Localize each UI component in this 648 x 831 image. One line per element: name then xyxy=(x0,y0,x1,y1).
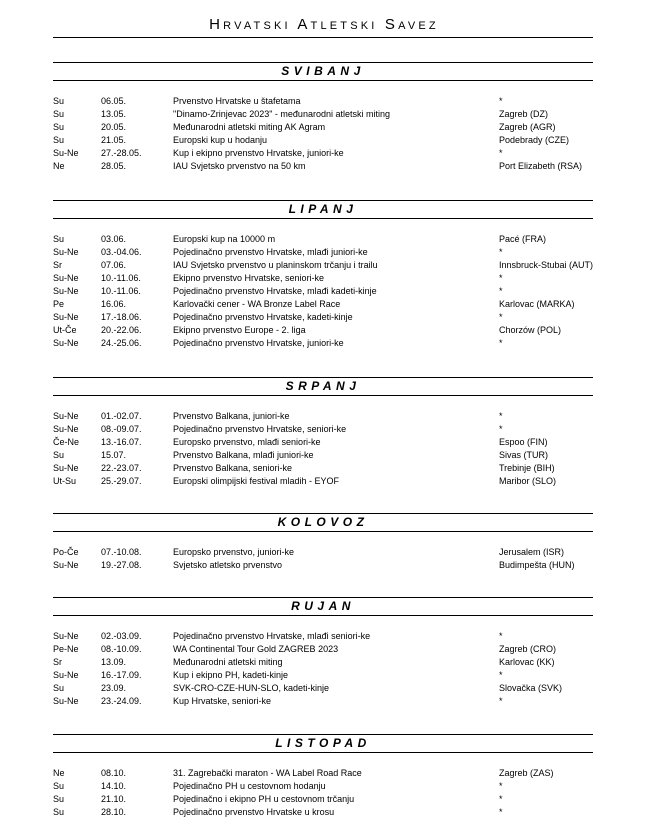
event-list xyxy=(53,233,593,350)
event-name: 31. Zagrebački maraton - WA Label Road Race xyxy=(173,768,362,778)
event-day: Su-Ne xyxy=(53,286,79,296)
event-name: Svjetsko atletsko prvenstvo xyxy=(173,560,283,570)
event-place: Sivas (TUR) xyxy=(499,450,548,460)
month-section xyxy=(53,734,593,819)
month-section xyxy=(53,377,593,488)
event-date: 27.-28.05. xyxy=(101,148,142,158)
event-date: 25.-29.07. xyxy=(101,476,142,486)
event-place: * xyxy=(499,273,503,283)
event-row xyxy=(53,134,593,147)
event-place: * xyxy=(499,670,503,680)
event-name: Europski kup na 10000 m xyxy=(173,234,276,244)
event-row xyxy=(53,337,593,350)
event-list xyxy=(53,630,593,708)
event-list xyxy=(53,95,593,173)
event-day: Su-Ne xyxy=(53,411,79,421)
event-date: 21.05. xyxy=(101,135,127,145)
event-name: WA Continental Tour Gold ZAGREB 2023 xyxy=(173,644,339,654)
event-row xyxy=(53,793,593,806)
event-day: Su xyxy=(53,683,65,693)
event-day: Su xyxy=(53,234,65,244)
event-place: * xyxy=(499,411,503,421)
event-row xyxy=(53,324,593,337)
event-place: * xyxy=(499,424,503,434)
event-row xyxy=(53,546,593,559)
event-day: Su xyxy=(53,135,65,145)
event-day: Pe-Ne xyxy=(53,644,79,654)
event-date: 20.05. xyxy=(101,122,127,132)
month-section xyxy=(53,513,593,572)
event-day: Ne xyxy=(53,161,65,171)
event-day: Su xyxy=(53,450,65,460)
event-row xyxy=(53,285,593,298)
event-date: 02.-03.09. xyxy=(101,631,142,641)
event-day: Su-Ne xyxy=(53,463,79,473)
event-place: * xyxy=(499,781,503,791)
event-place: * xyxy=(499,286,503,296)
event-day: Sr xyxy=(53,657,62,667)
event-place: * xyxy=(499,794,503,804)
event-day: Su xyxy=(53,794,65,804)
event-name: IAU Svjetsko prvenstvo u planinskom trčanju i trailu xyxy=(173,260,378,270)
event-row xyxy=(53,449,593,462)
event-row xyxy=(53,780,593,793)
event-day: Pe xyxy=(53,299,65,309)
event-place: Chorzów (POL) xyxy=(499,325,562,335)
event-day: Po-Če xyxy=(53,547,79,557)
event-row xyxy=(53,695,593,708)
event-place: * xyxy=(499,696,503,706)
event-name: Europski olimpijski festival mladih - EYOF xyxy=(173,476,340,486)
event-name: Pojedinačno prvenstvo Hrvatske u krosu xyxy=(173,807,335,817)
event-place: Zagreb (DZ) xyxy=(499,109,549,119)
event-name: IAU Svjetsko prvenstvo na 50 km xyxy=(173,161,306,171)
event-day: Su-Ne xyxy=(53,670,79,680)
event-day: Su xyxy=(53,122,65,132)
event-name: Prvenstvo Balkana, mlađi juniori-ke xyxy=(173,450,314,460)
event-name: Međunarodni atletski miting AK Agram xyxy=(173,122,326,132)
event-name: Kup i ekipno PH, kadeti-kinje xyxy=(173,670,289,680)
event-day: Su-Ne xyxy=(53,631,79,641)
event-row xyxy=(53,462,593,475)
event-day: Su-Ne xyxy=(53,273,79,283)
event-name: Ekipno prvenstvo Hrvatske, seniori-ke xyxy=(173,273,325,283)
month-section xyxy=(53,597,593,708)
event-date: 13.-16.07. xyxy=(101,437,142,447)
event-day: Ut-Če xyxy=(53,325,77,335)
event-date: 07.06. xyxy=(101,260,127,270)
event-row xyxy=(53,259,593,272)
event-day: Su-Ne xyxy=(53,148,79,158)
event-date: 28.05. xyxy=(101,161,127,171)
event-name: Kup i ekipno prvenstvo Hrvatske, juniori-ke xyxy=(173,148,344,158)
event-date: 03.-04.06. xyxy=(101,247,142,257)
event-date: 06.05. xyxy=(101,96,127,106)
event-place: * xyxy=(499,631,503,641)
event-date: 01.-02.07. xyxy=(101,411,142,421)
event-date: 15.07. xyxy=(101,450,127,460)
event-row xyxy=(53,121,593,134)
event-name: Pojedinačno prvenstvo Hrvatske, seniori-ke xyxy=(173,424,347,434)
event-row xyxy=(53,559,593,572)
event-place: * xyxy=(499,312,503,322)
event-name: Prvenstvo Hrvatske u štafetama xyxy=(173,96,301,106)
event-name: Ekipno prvenstvo Europe - 2. liga xyxy=(173,325,306,335)
event-day: Su-Ne xyxy=(53,247,79,257)
event-day: Su-Ne xyxy=(53,424,79,434)
event-date: 08.10. xyxy=(101,768,127,778)
event-row xyxy=(53,682,593,695)
event-row xyxy=(53,246,593,259)
event-row xyxy=(53,423,593,436)
event-row xyxy=(53,272,593,285)
event-name: Europsko prvenstvo, mlađi seniori-ke xyxy=(173,437,321,447)
event-name: Pojedinačno prvenstvo Hrvatske, juniori-ke xyxy=(173,338,344,348)
event-name: Pojedinačno prvenstvo Hrvatske, mlađi seniori-ke xyxy=(173,631,371,641)
event-name: Pojedinačno prvenstvo Hrvatske, mlađi juniori-ke xyxy=(173,247,368,257)
event-row xyxy=(53,108,593,121)
event-name: Karlovački cener - WA Bronze Label Race xyxy=(173,299,341,309)
event-date: 13.09. xyxy=(101,657,127,667)
event-date: 10.-11.06. xyxy=(101,286,141,296)
event-place: Port Elizabeth (RSA) xyxy=(499,161,583,171)
event-name: Pojedinačno i ekipno PH u cestovnom trčanju xyxy=(173,794,355,804)
event-place: Trebinje (BIH) xyxy=(499,463,555,473)
event-date: 22.-23.07. xyxy=(101,463,142,473)
event-name: Europski kup u hodanju xyxy=(173,135,268,145)
event-place: Pacé (FRA) xyxy=(499,234,547,244)
event-row xyxy=(53,630,593,643)
event-day: Če-Ne xyxy=(53,437,80,447)
event-date: 10.-11.06. xyxy=(101,273,141,283)
event-row xyxy=(53,767,593,780)
event-name: Pojedinačno prvenstvo Hrvatske, kadeti-kinje xyxy=(173,312,353,322)
event-name: Pojedinačno prvenstvo Hrvatske, mlađi kadeti-kinje xyxy=(173,286,377,296)
event-name: Međunarodni atletski miting xyxy=(173,657,283,667)
event-name: Pojedinačno PH u cestovnom hodanju xyxy=(173,781,326,791)
event-place: Karlovac (KK) xyxy=(499,657,555,667)
event-date: 23.09. xyxy=(101,683,127,693)
event-place: Zagreb (ZAS) xyxy=(499,768,554,778)
event-date: 20.-22.06. xyxy=(101,325,142,335)
month-heading: LISTOPAD xyxy=(53,734,593,753)
event-place: Slovačka (SVK) xyxy=(499,683,563,693)
event-name: "Dinamo-Zrinjevac 2023" - međunarodni atletski miting xyxy=(173,109,390,119)
event-day: Ut-Su xyxy=(53,476,77,486)
event-day: Su-Ne xyxy=(53,696,79,706)
event-day: Su-Ne xyxy=(53,338,79,348)
event-row xyxy=(53,436,593,449)
event-row xyxy=(53,475,593,488)
event-place: Podebrady (CZE) xyxy=(499,135,570,145)
month-section xyxy=(53,200,593,350)
event-list xyxy=(53,767,593,819)
event-date: 19.-27.08. xyxy=(101,560,142,570)
document-title: Hrvatski Atletski Savez xyxy=(209,16,439,33)
event-place: Karlovac (MARKA) xyxy=(499,299,575,309)
event-row xyxy=(53,147,593,160)
month-heading: SRPANJ xyxy=(53,377,593,396)
title-divider xyxy=(53,37,593,38)
event-place: Innsbruck-Stubai (AUT) xyxy=(499,260,594,270)
event-row xyxy=(53,298,593,311)
month-heading: SVIBANJ xyxy=(53,62,593,81)
event-day: Su xyxy=(53,96,65,106)
event-place: Espoo (FIN) xyxy=(499,437,548,447)
event-day: Su-Ne xyxy=(53,560,79,570)
event-list xyxy=(53,410,593,488)
event-place: Maribor (SLO) xyxy=(499,476,557,486)
event-date: 08.-10.09. xyxy=(101,644,142,654)
event-name: SVK-CRO-CZE-HUN-SLO, kadeti-kinje xyxy=(173,683,330,693)
event-place: Zagreb (CRO) xyxy=(499,644,557,654)
event-date: 08.-09.07. xyxy=(101,424,142,434)
event-row xyxy=(53,656,593,669)
event-date: 21.10. xyxy=(101,794,127,804)
event-name: Europsko prvenstvo, juniori-ke xyxy=(173,547,295,557)
event-place: Jerusalem (ISR) xyxy=(499,547,565,557)
event-place: * xyxy=(499,148,503,158)
event-day: Sr xyxy=(53,260,62,270)
event-place: * xyxy=(499,247,503,257)
month-section xyxy=(53,62,593,173)
event-row xyxy=(53,669,593,682)
event-date: 07.-10.08. xyxy=(101,547,142,557)
event-date: 03.06. xyxy=(101,234,127,244)
event-date: 23.-24.09. xyxy=(101,696,142,706)
event-row xyxy=(53,806,593,819)
month-heading: LIPANJ xyxy=(53,200,593,219)
event-row xyxy=(53,160,593,173)
event-day: Su xyxy=(53,781,65,791)
event-place: Budimpešta (HUN) xyxy=(499,560,575,570)
event-place: * xyxy=(499,338,503,348)
event-name: Prvenstvo Balkana, seniori-ke xyxy=(173,463,293,473)
event-day: Su-Ne xyxy=(53,312,79,322)
event-place: Zagreb (AGR) xyxy=(499,122,556,132)
event-date: 16.-17.09. xyxy=(101,670,142,680)
event-name: Kup Hrvatske, seniori-ke xyxy=(173,696,272,706)
month-heading: RUJAN xyxy=(53,597,593,616)
event-day: Su xyxy=(53,109,65,119)
event-date: 16.06. xyxy=(101,299,127,309)
event-date: 24.-25.06. xyxy=(101,338,142,348)
event-date: 13.05. xyxy=(101,109,127,119)
event-day: Ne xyxy=(53,768,65,778)
month-heading: KOLOVOZ xyxy=(53,513,593,532)
event-day: Su xyxy=(53,807,65,817)
event-name: Prvenstvo Balkana, juniori-ke xyxy=(173,411,290,421)
event-row xyxy=(53,95,593,108)
event-row xyxy=(53,643,593,656)
event-date: 17.-18.06. xyxy=(101,312,142,322)
event-date: 28.10. xyxy=(101,807,127,817)
event-place: * xyxy=(499,96,503,106)
event-row xyxy=(53,233,593,246)
event-row xyxy=(53,311,593,324)
event-date: 14.10. xyxy=(101,781,127,791)
event-list xyxy=(53,546,593,572)
event-place: * xyxy=(499,807,503,817)
event-row xyxy=(53,410,593,423)
